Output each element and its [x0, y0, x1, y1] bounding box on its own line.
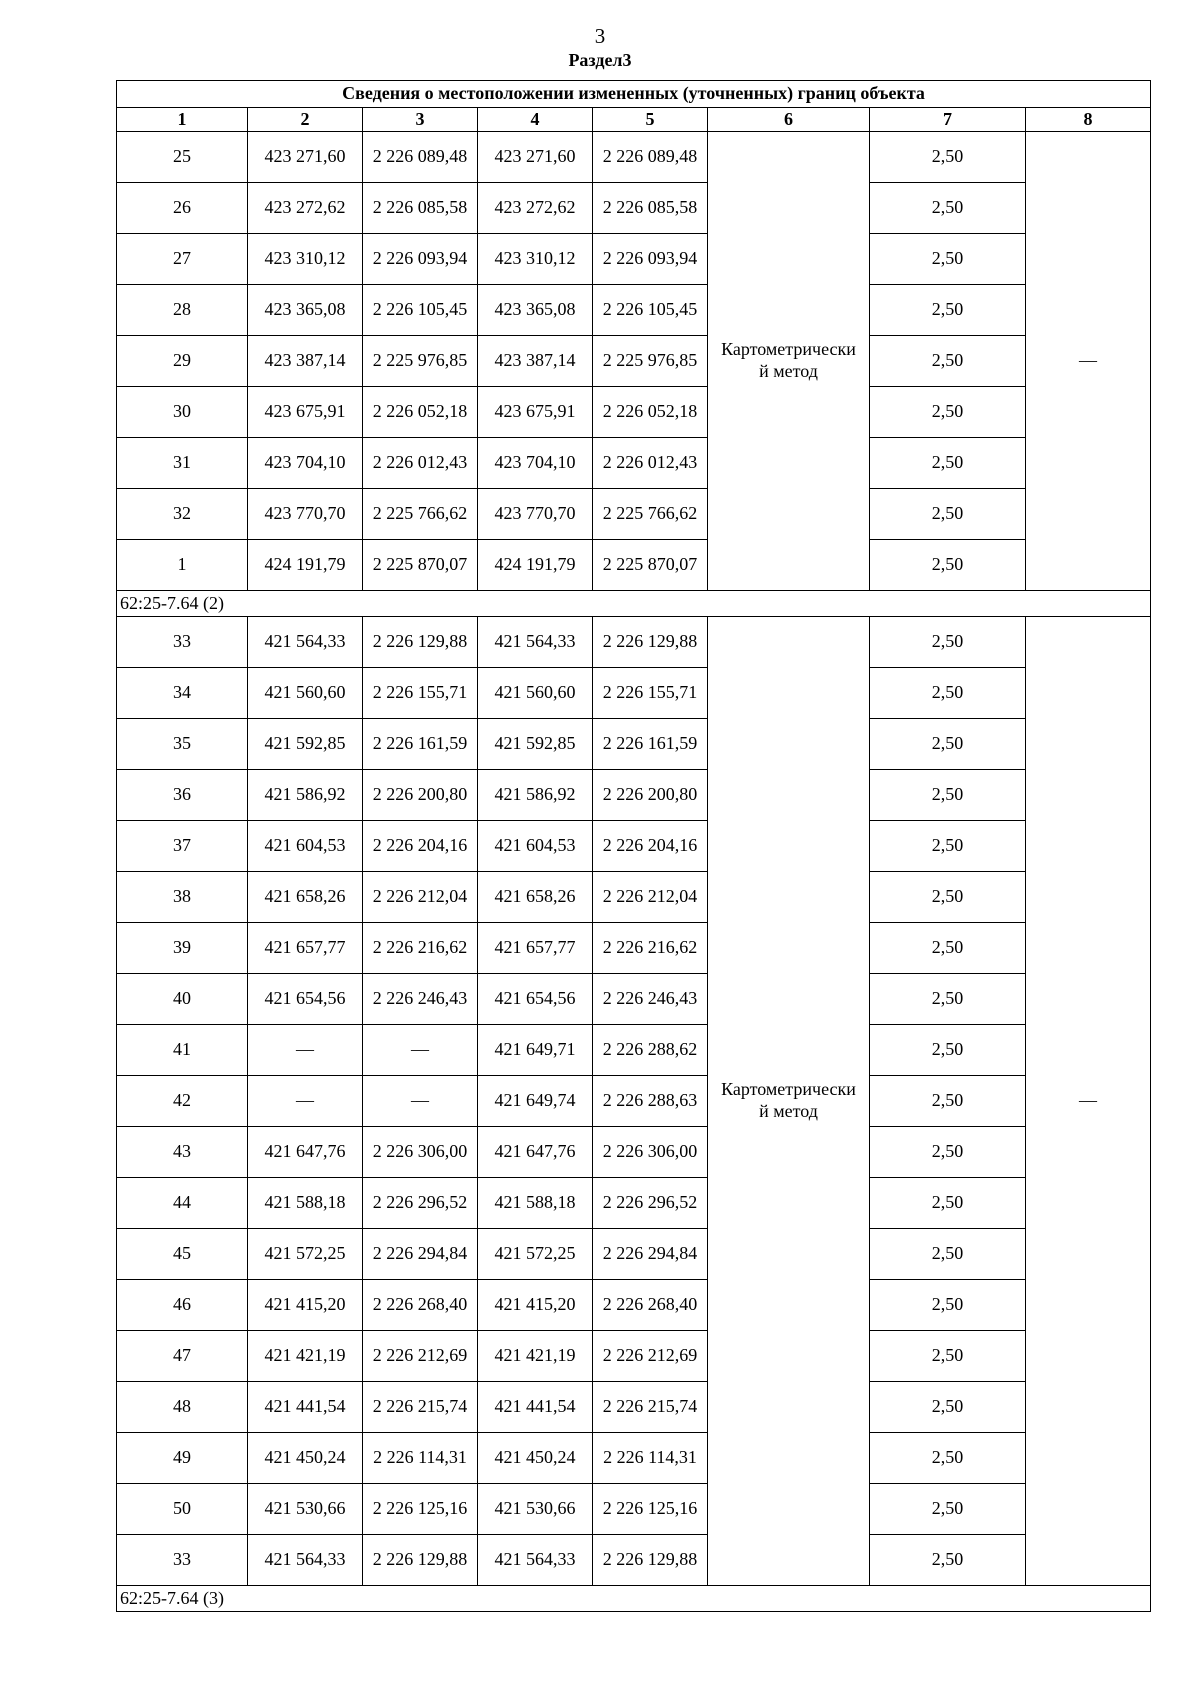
refined-y-cell: 2 226 155,71 [593, 668, 708, 719]
refined-y-cell: 2 226 246,43 [593, 974, 708, 1025]
existing-y-cell: 2 226 052,18 [363, 387, 478, 438]
point-number-cell: 43 [117, 1127, 248, 1178]
accuracy-cell: 2,50 [870, 285, 1026, 336]
refined-y-cell: 2 226 288,63 [593, 1076, 708, 1127]
refined-x-cell: 421 572,25 [478, 1229, 593, 1280]
refined-y-cell: 2 226 129,88 [593, 617, 708, 668]
refined-x-cell: 421 421,19 [478, 1331, 593, 1382]
accuracy-cell: 2,50 [870, 234, 1026, 285]
table-row [117, 1433, 1151, 1484]
point-number-cell: 25 [117, 132, 248, 183]
table-row [117, 1535, 1151, 1586]
refined-x-cell: 424 191,79 [478, 540, 593, 591]
table-row [117, 1229, 1151, 1280]
coordinates-table [116, 80, 1151, 1612]
existing-y-cell: 2 225 976,85 [363, 336, 478, 387]
column-header-7: 7 [870, 108, 1026, 132]
accuracy-cell: 2,50 [870, 617, 1026, 668]
accuracy-cell: 2,50 [870, 1433, 1026, 1484]
section-label-row [117, 1586, 1151, 1612]
refined-y-cell: 2 226 200,80 [593, 770, 708, 821]
section-label-row [117, 591, 1151, 617]
point-number-cell: 34 [117, 668, 248, 719]
refined-y-cell: 2 226 212,04 [593, 872, 708, 923]
refined-x-cell: 421 450,24 [478, 1433, 593, 1484]
refined-y-cell: 2 226 114,31 [593, 1433, 708, 1484]
column-header-2: 2 [248, 108, 363, 132]
refined-y-cell: 2 226 216,62 [593, 923, 708, 974]
table-row [117, 387, 1151, 438]
refined-x-cell: 423 387,14 [478, 336, 593, 387]
existing-y-cell: 2 226 114,31 [363, 1433, 478, 1484]
point-number-cell: 37 [117, 821, 248, 872]
refined-x-cell: 421 588,18 [478, 1178, 593, 1229]
table-row [117, 489, 1151, 540]
refined-x-cell: 421 649,71 [478, 1025, 593, 1076]
method-cell [708, 617, 870, 1586]
section-label: 62:25-7.64 (3) [117, 1586, 1151, 1612]
point-number-cell: 30 [117, 387, 248, 438]
point-number-cell: 36 [117, 770, 248, 821]
existing-x-cell: 421 588,18 [248, 1178, 363, 1229]
accuracy-cell: 2,50 [870, 489, 1026, 540]
accuracy-cell: 2,50 [870, 1076, 1026, 1127]
refined-y-cell: 2 226 204,16 [593, 821, 708, 872]
refined-x-cell: 421 658,26 [478, 872, 593, 923]
existing-x-cell: 421 647,76 [248, 1127, 363, 1178]
existing-x-cell: 423 770,70 [248, 489, 363, 540]
existing-x-cell: 421 658,26 [248, 872, 363, 923]
table-row [117, 668, 1151, 719]
accuracy-cell: 2,50 [870, 1331, 1026, 1382]
existing-x-cell: 423 365,08 [248, 285, 363, 336]
section-title: Раздел3 [568, 50, 632, 70]
refined-x-cell: 423 704,10 [478, 438, 593, 489]
column-header-3: 3 [363, 108, 478, 132]
existing-y-cell: 2 226 212,69 [363, 1331, 478, 1382]
accuracy-cell: 2,50 [870, 387, 1026, 438]
existing-y-cell: 2 226 246,43 [363, 974, 478, 1025]
accuracy-cell: 2,50 [870, 1178, 1026, 1229]
column-header-row [117, 108, 1151, 132]
point-number-cell: 45 [117, 1229, 248, 1280]
point-number-cell: 44 [117, 1178, 248, 1229]
accuracy-cell: 2,50 [870, 974, 1026, 1025]
refined-y-cell: 2 226 085,58 [593, 183, 708, 234]
column-header-1: 1 [117, 108, 248, 132]
point-number-cell: 27 [117, 234, 248, 285]
existing-x-cell: 421 592,85 [248, 719, 363, 770]
point-number-cell: 29 [117, 336, 248, 387]
table-row [117, 923, 1151, 974]
accuracy-cell: 2,50 [870, 1229, 1026, 1280]
point-number-cell: 41 [117, 1025, 248, 1076]
existing-y-cell: 2 226 215,74 [363, 1382, 478, 1433]
accuracy-cell: 2,50 [870, 1025, 1026, 1076]
existing-y-cell: 2 226 294,84 [363, 1229, 478, 1280]
point-number-cell: 31 [117, 438, 248, 489]
table-row [117, 438, 1151, 489]
existing-y-cell: 2 225 766,62 [363, 489, 478, 540]
table-row [117, 132, 1151, 183]
existing-y-cell: 2 226 089,48 [363, 132, 478, 183]
point-number-cell: 1 [117, 540, 248, 591]
existing-y-cell: 2 226 216,62 [363, 923, 478, 974]
point-number-cell: 35 [117, 719, 248, 770]
table-row [117, 336, 1151, 387]
existing-x-cell: 421 604,53 [248, 821, 363, 872]
refined-x-cell: 421 530,66 [478, 1484, 593, 1535]
refined-y-cell: 2 226 125,16 [593, 1484, 708, 1535]
existing-y-cell: 2 226 085,58 [363, 183, 478, 234]
method-text-line1: Картометрически [721, 1079, 856, 1100]
existing-y-cell: 2 226 200,80 [363, 770, 478, 821]
existing-y-cell: 2 226 268,40 [363, 1280, 478, 1331]
column8-cell: — [1026, 132, 1151, 591]
refined-y-cell: 2 226 129,88 [593, 1535, 708, 1586]
existing-y-cell: 2 226 306,00 [363, 1127, 478, 1178]
existing-y-cell: 2 226 129,88 [363, 617, 478, 668]
refined-y-cell: 2 226 093,94 [593, 234, 708, 285]
existing-y-cell: — [363, 1076, 478, 1127]
existing-x-cell: 423 704,10 [248, 438, 363, 489]
accuracy-cell: 2,50 [870, 872, 1026, 923]
table-row [117, 183, 1151, 234]
existing-x-cell: 421 450,24 [248, 1433, 363, 1484]
table-row [117, 719, 1151, 770]
point-number-cell: 26 [117, 183, 248, 234]
method-text-line1: Картометрически [721, 339, 856, 360]
point-number-cell: 32 [117, 489, 248, 540]
existing-y-cell: 2 225 870,07 [363, 540, 478, 591]
existing-x-cell: 424 191,79 [248, 540, 363, 591]
refined-y-cell: 2 226 105,45 [593, 285, 708, 336]
table-title: Сведения о местоположении измененных (уточненных) границ объекта [117, 81, 1151, 108]
existing-x-cell: 421 415,20 [248, 1280, 363, 1331]
accuracy-cell: 2,50 [870, 821, 1026, 872]
accuracy-cell: 2,50 [870, 540, 1026, 591]
refined-y-cell: 2 226 215,74 [593, 1382, 708, 1433]
accuracy-cell: 2,50 [870, 1382, 1026, 1433]
section-label: 62:25-7.64 (2) [117, 591, 1151, 617]
column8-cell: — [1026, 617, 1151, 1586]
point-number-cell: 28 [117, 285, 248, 336]
refined-y-cell: 2 226 012,43 [593, 438, 708, 489]
existing-x-cell: 421 657,77 [248, 923, 363, 974]
refined-x-cell: 421 415,20 [478, 1280, 593, 1331]
accuracy-cell: 2,50 [870, 438, 1026, 489]
existing-x-cell: — [248, 1076, 363, 1127]
existing-y-cell: 2 226 296,52 [363, 1178, 478, 1229]
existing-x-cell: 421 441,54 [248, 1382, 363, 1433]
page-number: 3 [594, 24, 606, 48]
refined-x-cell: 421 586,92 [478, 770, 593, 821]
table-row [117, 974, 1151, 1025]
refined-y-cell: 2 225 870,07 [593, 540, 708, 591]
table-row [117, 540, 1151, 591]
accuracy-cell: 2,50 [870, 719, 1026, 770]
table-row [117, 1382, 1151, 1433]
refined-x-cell: 423 310,12 [478, 234, 593, 285]
point-number-cell: 33 [117, 1535, 248, 1586]
table-row [117, 872, 1151, 923]
point-number-cell: 42 [117, 1076, 248, 1127]
point-number-cell: 47 [117, 1331, 248, 1382]
point-number-cell: 48 [117, 1382, 248, 1433]
refined-y-cell: 2 225 766,62 [593, 489, 708, 540]
refined-y-cell: 2 226 306,00 [593, 1127, 708, 1178]
existing-y-cell: 2 226 155,71 [363, 668, 478, 719]
existing-y-cell: 2 226 212,04 [363, 872, 478, 923]
point-number-cell: 38 [117, 872, 248, 923]
point-number-cell: 40 [117, 974, 248, 1025]
accuracy-cell: 2,50 [870, 770, 1026, 821]
table-row [117, 1484, 1151, 1535]
refined-x-cell: 423 272,62 [478, 183, 593, 234]
method-cell [708, 132, 870, 591]
refined-x-cell: 421 604,53 [478, 821, 593, 872]
table-row [117, 1331, 1151, 1382]
refined-x-cell: 421 592,85 [478, 719, 593, 770]
refined-x-cell: 421 649,74 [478, 1076, 593, 1127]
refined-x-cell: 423 770,70 [478, 489, 593, 540]
accuracy-cell: 2,50 [870, 1484, 1026, 1535]
refined-y-cell: 2 226 052,18 [593, 387, 708, 438]
refined-x-cell: 421 441,54 [478, 1382, 593, 1433]
accuracy-cell: 2,50 [870, 183, 1026, 234]
existing-x-cell: 421 564,33 [248, 1535, 363, 1586]
refined-x-cell: 423 365,08 [478, 285, 593, 336]
existing-y-cell: 2 226 105,45 [363, 285, 478, 336]
refined-y-cell: 2 226 296,52 [593, 1178, 708, 1229]
point-number-cell: 50 [117, 1484, 248, 1535]
point-number-cell: 33 [117, 617, 248, 668]
existing-x-cell: 423 675,91 [248, 387, 363, 438]
table-row [117, 285, 1151, 336]
table-row [117, 1127, 1151, 1178]
existing-x-cell: 423 310,12 [248, 234, 363, 285]
accuracy-cell: 2,50 [870, 668, 1026, 719]
refined-y-cell: 2 226 161,59 [593, 719, 708, 770]
existing-y-cell: 2 226 012,43 [363, 438, 478, 489]
existing-x-cell: 423 271,60 [248, 132, 363, 183]
accuracy-cell: 2,50 [870, 1535, 1026, 1586]
refined-x-cell: 421 657,77 [478, 923, 593, 974]
existing-x-cell: 423 272,62 [248, 183, 363, 234]
existing-x-cell: 421 560,60 [248, 668, 363, 719]
table-row [117, 821, 1151, 872]
accuracy-cell: 2,50 [870, 923, 1026, 974]
accuracy-cell: 2,50 [870, 1127, 1026, 1178]
table-row [117, 1178, 1151, 1229]
existing-x-cell: 421 572,25 [248, 1229, 363, 1280]
method-text-line2: й метод [759, 361, 818, 381]
accuracy-cell: 2,50 [870, 1280, 1026, 1331]
existing-y-cell: 2 226 125,16 [363, 1484, 478, 1535]
refined-x-cell: 423 271,60 [478, 132, 593, 183]
accuracy-cell: 2,50 [870, 132, 1026, 183]
existing-y-cell: 2 226 093,94 [363, 234, 478, 285]
point-number-cell: 46 [117, 1280, 248, 1331]
column-header-6: 6 [708, 108, 870, 132]
refined-y-cell: 2 226 294,84 [593, 1229, 708, 1280]
table-row [117, 234, 1151, 285]
existing-x-cell: 421 564,33 [248, 617, 363, 668]
refined-x-cell: 421 560,60 [478, 668, 593, 719]
existing-y-cell: 2 226 204,16 [363, 821, 478, 872]
point-number-cell: 39 [117, 923, 248, 974]
table-row [117, 617, 1151, 668]
existing-x-cell: 421 586,92 [248, 770, 363, 821]
column-header-8: 8 [1026, 108, 1151, 132]
table-row [117, 1025, 1151, 1076]
table-row [117, 1280, 1151, 1331]
refined-y-cell: 2 226 288,62 [593, 1025, 708, 1076]
table-row [117, 1076, 1151, 1127]
existing-x-cell: 423 387,14 [248, 336, 363, 387]
method-text-line2: й метод [759, 1101, 818, 1121]
refined-x-cell: 421 654,56 [478, 974, 593, 1025]
refined-x-cell: 421 564,33 [478, 1535, 593, 1586]
accuracy-cell: 2,50 [870, 336, 1026, 387]
existing-x-cell: 421 530,66 [248, 1484, 363, 1535]
refined-x-cell: 423 675,91 [478, 387, 593, 438]
existing-y-cell: 2 226 129,88 [363, 1535, 478, 1586]
refined-x-cell: 421 564,33 [478, 617, 593, 668]
refined-y-cell: 2 226 268,40 [593, 1280, 708, 1331]
existing-x-cell: — [248, 1025, 363, 1076]
column-header-4: 4 [478, 108, 593, 132]
existing-x-cell: 421 421,19 [248, 1331, 363, 1382]
point-number-cell: 49 [117, 1433, 248, 1484]
existing-y-cell: 2 226 161,59 [363, 719, 478, 770]
table-title-row [117, 81, 1151, 108]
refined-y-cell: 2 226 089,48 [593, 132, 708, 183]
column-header-5: 5 [593, 108, 708, 132]
refined-y-cell: 2 225 976,85 [593, 336, 708, 387]
refined-y-cell: 2 226 212,69 [593, 1331, 708, 1382]
existing-y-cell: — [363, 1025, 478, 1076]
existing-x-cell: 421 654,56 [248, 974, 363, 1025]
table-row [117, 770, 1151, 821]
refined-x-cell: 421 647,76 [478, 1127, 593, 1178]
